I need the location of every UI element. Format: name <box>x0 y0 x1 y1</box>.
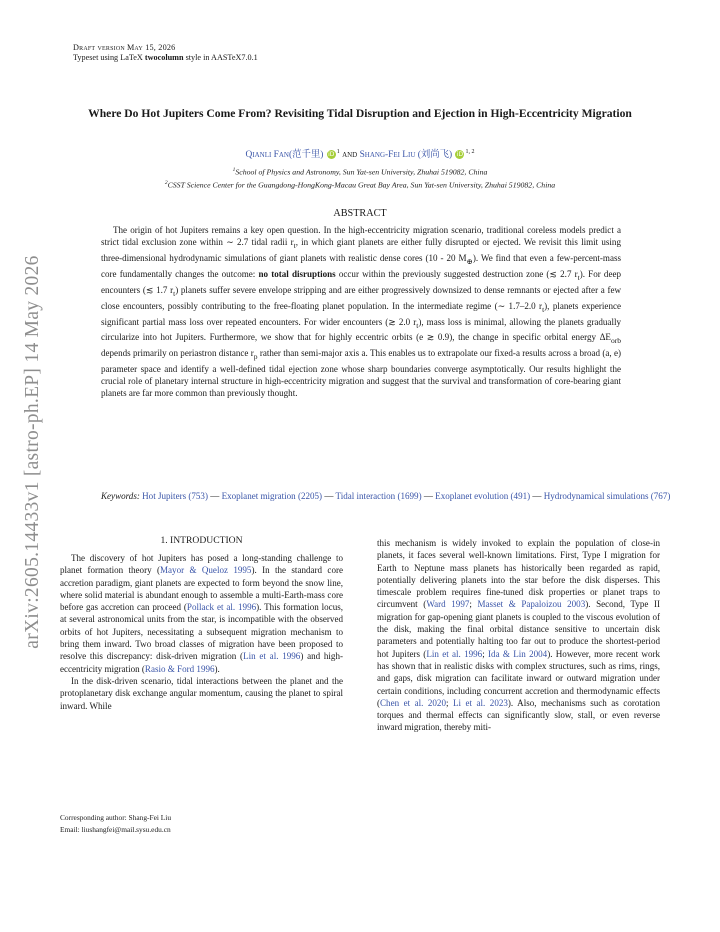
body-text: ) and high-eccentricity migration ( <box>60 651 343 674</box>
body-text: this mechanism is widely invoked to explain the population of close-in planets, it faces several well-known limitations. First, Type I migration for Earth to Neptune mass planets has historically been regarded as rapid, potentially delivering planets into the star before the disk disperses. This timescale problem requires fine-tuned disk properties or planet traps to circumvent ( <box>377 538 660 610</box>
orcid-icon[interactable]: iD <box>456 151 464 158</box>
draft-date: May 15, 2026 <box>126 43 176 52</box>
section-heading: 1. INTRODUCTION <box>160 535 243 546</box>
orcid-icon[interactable]: iD <box>328 151 335 158</box>
affiliation-2 <box>60 180 660 190</box>
keyword-sep: — <box>530 491 544 501</box>
keyword-sep: — <box>421 491 436 501</box>
abstract-body <box>101 224 621 400</box>
citation-link[interactable]: Mayor & Queloz 1995 <box>160 565 252 576</box>
typeset-style: twocolumn <box>144 53 184 62</box>
body-text: ). This formation locus, at several astronomical units from the star, is incompatible with the observed orbits of hot Jupiters, necessitating a subsequent migration mechanism to bring them inward. Two broad classes of migration have been proposed to resolve this discrepancy: disk-driven migration ( <box>60 602 343 662</box>
author-sup: 1 <box>336 148 340 155</box>
typeset-latex: LaTeX <box>120 53 143 62</box>
paper-title: Where Do Hot Jupiters Come From? Revisiting Tidal Disruption and Ejection in High-Eccentricity Migration <box>88 107 632 120</box>
keyword-link[interactable]: Hot Jupiters (753) <box>142 491 208 501</box>
typeset-prefix: Typeset using <box>73 53 121 62</box>
abstract-text: , in which giant planets are either fully disrupted or ejected. We revisit this limit using three-dimensional hydrodynamic simulations of giant planets with realistic dense cores (10 - 20 M <box>101 237 621 263</box>
abstract-text: depends primarily on periastron distance r <box>101 348 254 359</box>
draft-header <box>73 43 258 63</box>
citation-link[interactable]: Masset & Papaloizou 2003 <box>477 599 586 610</box>
affiliation-text: School of Physics and Astronomy, Sun Yat-sen University, Zhuhai 519082, China <box>235 167 488 177</box>
keyword-link[interactable]: Tidal interaction (1699) <box>335 491 422 501</box>
author-email: Email: liushangfei@mail.sysu.edu.cn <box>60 824 171 834</box>
author-link-liu[interactable]: Shang-Fei Liu <box>359 150 416 160</box>
author-sup: 1, 2 <box>465 148 475 155</box>
subscript: t <box>416 320 419 330</box>
citation-link[interactable]: Li et al. 2023 <box>452 697 508 708</box>
subscript: orb <box>610 336 621 346</box>
subscript: p <box>253 352 258 362</box>
author-link-fan[interactable]: Qianli Fan <box>245 150 289 160</box>
keywords-label: Keywords: <box>101 491 140 501</box>
subscript: ⊕ <box>466 256 473 266</box>
paragraph <box>60 552 343 675</box>
citation-link[interactable]: Lin et al. 1996 <box>426 648 483 659</box>
author-line <box>60 146 660 160</box>
abstract-text: rather than semi-major axis a. This enables us to extrapolate our fixed-a results across a broad (a, e) parameter space and identify a well-defined tidal ejection zone whose sharp boundaries converge asymptotically. Our results highlight the crucial role of planetary internal structure in high-eccentricity migration and suggest that the survival and transformation of core-bearing giant planets are far more common than previously thought. <box>101 348 621 399</box>
paragraph <box>377 537 660 734</box>
abstract-text: occur within the previously suggested destruction zone (≲ 2.7 r <box>335 268 578 279</box>
draft-version-line <box>73 43 258 53</box>
citation-sep: ; <box>482 648 489 659</box>
body-text: ). Also, mechanisms such as corotation torques and thermal effects can significantly slow, stall, or even reverse inward migration, thereby miti- <box>377 697 660 733</box>
keywords <box>101 490 677 502</box>
typeset-line <box>73 53 258 63</box>
keyword-sep: — <box>207 491 222 501</box>
body-text: In the disk-driven scenario, tidal interactions between the planet and the protoplanetary disk exchange angular momentum, causing the planet to spiral inward. While <box>60 675 343 711</box>
arxiv-stamp-text: arXiv:2605.14433v1 [astro-ph.EP] 14 May 2026 <box>22 255 43 649</box>
abstract-bold: no total disruptions <box>258 268 336 279</box>
subscript: t <box>542 304 545 314</box>
affiliation-sup: 2 <box>164 180 168 186</box>
subscript: t <box>293 240 296 250</box>
corresponding-author-footnote <box>60 812 171 835</box>
citation-sep: ; <box>445 697 453 708</box>
abstract-text: ) planets suffer severe envelope stripping and are either progressively downsized to dense remnants or ejected after a few close encounters, possibly contributing to the free-floating planet population. In the intermediate regime (∼ 1.7–2.0 r <box>101 284 622 311</box>
citation-link[interactable]: Chen et al. 2020 <box>380 697 446 708</box>
body-text: The discovery of hot Jupiters has posed a long-standing challenge to planet formation theory ( <box>60 553 343 576</box>
body-text: ). <box>214 663 220 674</box>
abstract-heading: ABSTRACT <box>333 208 387 219</box>
abstract-text: ). We find that even a few-percent-mass core fundamentally changes the outcome: <box>101 252 622 279</box>
abstract-text: ), planets experience significant partial mass loss over repeated encounters. For wider encounters (≳ 2.0 r <box>101 300 621 327</box>
citation-link[interactable]: Ward 1997 <box>426 599 470 610</box>
corresponding-author: Corresponding author: Shang-Fei Liu <box>60 813 172 822</box>
keyword-link[interactable]: Hydrodynamical simulations (767) <box>543 491 671 501</box>
left-column <box>60 552 343 712</box>
body-text: ). In the standard core accretion paradigm, giant planets are expected to form beyond the snow line, where solid material is abundant enough to assemble a multi-Earth-mass core before gas accretion can proceed ( <box>60 565 343 613</box>
affiliation-sup: 1 <box>232 167 236 173</box>
subscript: t <box>577 272 580 282</box>
citation-link[interactable]: Ida & Lin 2004 <box>488 648 548 659</box>
right-column <box>377 537 660 734</box>
author-and: and <box>342 150 358 160</box>
keyword-link[interactable]: Exoplanet evolution (491) <box>435 491 531 501</box>
keyword-link[interactable]: Exoplanet migration (2205) <box>221 491 323 501</box>
citation-link[interactable]: Lin et al. 1996 <box>243 651 301 662</box>
body-text: ). Second, Type II migration for gap-opening giant planets is coupled to the viscous evolution of the disk, making the final orbital distance sensitive to uncertain disk parameters and potentially halting too far out to produce the shortest-period hot Jupiters ( <box>377 599 661 659</box>
abstract-text: ), mass loss is minimal, allowing the planets gradually circularize into hot Jupiters. Furthermore, we show that for highly eccentric orbits (e ≳ 0.9), the change in specific orbital energy ΔE <box>101 316 621 343</box>
paragraph <box>60 675 343 712</box>
abstract-text: The origin of hot Jupiters remains a key open question. In the high-eccentricity migration scenario, traditional coreless models predict a strict tidal exclusion zone within ∼ 2.7 tidal radii r <box>101 225 621 248</box>
arxiv-stamp <box>18 232 48 672</box>
keyword-sep: — <box>322 491 336 501</box>
citation-link[interactable]: Pollack et al. 1996 <box>186 602 257 613</box>
affiliation-1 <box>60 167 660 177</box>
author-cjk-fan: (范千里) <box>289 150 324 160</box>
subscript: t <box>173 288 176 298</box>
author-cjk-liu: (刘尚飞) <box>417 150 453 160</box>
body-text: ). However, more recent work has shown that in realistic disks with complex structures, such as rims, rings, and gaps, disk migration can facilitate inward or outward migration under certain conditions, including concurrent accretion and thermodynamic effects ( <box>377 648 661 708</box>
citation-sep: ; <box>469 599 478 610</box>
affiliation-text: CSST Science Center for the Guangdong-HongKong-Macau Great Bay Area, Sun Yat-sen University, Zhuhai 519082, China <box>167 180 556 190</box>
draft-prefix: Draft version <box>73 43 125 52</box>
abstract-text: ). For deep encounters (≲ 1.7 r <box>101 268 621 295</box>
typeset-suffix: style in AASTeX7.0.1 <box>183 53 258 62</box>
citation-link[interactable]: Rasio & Ford 1996 <box>144 663 215 674</box>
